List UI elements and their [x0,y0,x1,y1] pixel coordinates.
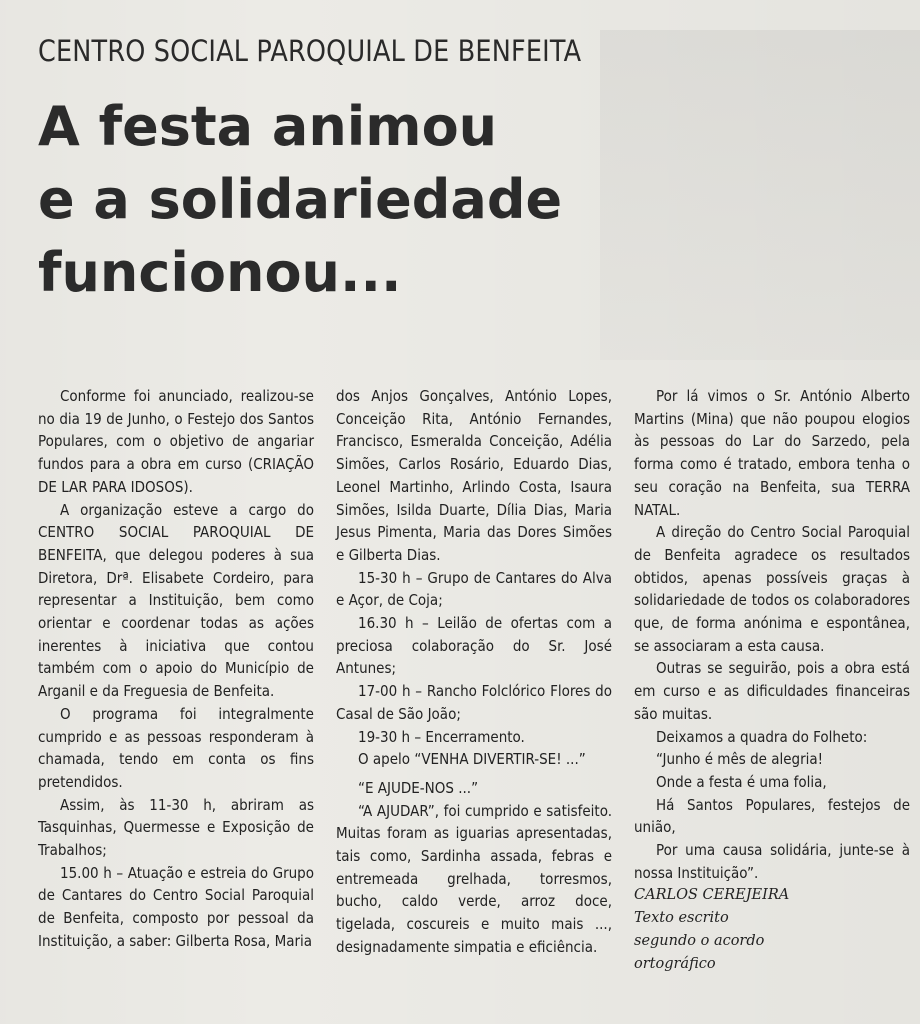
article-body [38,385,910,1020]
paragraph: “E AJUDE-NOS ...” [358,778,479,797]
paragraph: Conforme foi anunciado, realizou-se no dia 19 de Junho, o Festejo dos Santos Populares, com o objetivo de angariar fundos para a obra em curso (CRIAÇÃO DE LAR PARA IDOSOS). [38,387,314,496]
verse-line: Há Santos Populares, festejos de união, [634,795,910,837]
headline-line: A festa animou [38,95,498,158]
paragraph: A organização esteve a cargo do CENTRO SOCIAL PAROQUIAL DE BENFEITA, que delegou poderes à sua Diretora, Drª. Elisabete Cordeiro, para representar a Instituição, bem como orientar e coordenar todas as ações inerentes à iniciativa que contou também com o apoio do Município de Arganil e da Freguesia de Benfeita. [38,500,314,701]
paragraph: O programa foi integralmente cumprido e as pessoas responderam à chamada, tendo em conta os fins pretendidos. [38,704,314,791]
article-column-2 [336,385,612,1020]
paragraph: Deixamos a quadra do Folheto: [656,727,868,746]
paragraph: Assim, às 11-30 h, abriram as Tasquinhas, Quermesse e Exposição de Trabalhos; [38,795,314,860]
author-byline: CARLOS CEREJEIRA [634,887,790,904]
adjacent-column-bleed [600,30,920,360]
paragraph: O apelo “VENHA DIVERTIR-SE! ...” [358,750,586,769]
paragraph: 19-30 h – Encerramento. [358,727,525,746]
paragraph: 15.00 h – Atuação e estreia do Grupo de Cantares do Centro Social Paroquial de Benfeita, composto por pessoal da Instituição, a saber: Gilberta Rosa, Maria [38,863,314,950]
orthography-note: Texto escrito segundo o acordo ortográfico [634,910,765,972]
headline-line: e a solidariedade [38,168,563,231]
paragraph: 15-30 h – Grupo de Cantares do Alva e Açor, de Coja; [336,568,612,610]
verse-line: “Junho é mês de alegria! [656,750,824,769]
paragraph: dos Anjos Gonçalves, António Lopes, Conceição Rita, António Fernandes, Francisco, Esmeralda Conceição, Adélia Simões, Carlos Rosário, Eduardo Dias, Leonel Martinho, Arlindo Costa, Isaura Simões, Isilda Duarte, Dília Dias, Maria Jesus Pimenta, Maria das Dores Simões e Gilberta Dias. [336,387,612,564]
article-headline [38,90,638,309]
verse-line: Por uma causa solidária, junte-se à nossa Instituição”. [634,841,910,882]
paragraph: 17-00 h – Rancho Folclórico Flores do Casal de São João; [336,682,612,723]
paragraph: 16.30 h – Leilão de ofertas com a preciosa colaboração do Sr. José Antunes; [336,614,612,678]
paragraph: A direção do Centro Social Paroquial de Benfeita agradece os resultados obtidos, apenas possíveis graças à solidariedade de todos os colaboradores que, de forma anónima e espontânea, se associaram a esta causa. [634,523,910,655]
article-column-1 [38,385,314,1020]
paragraph: “A AJUDAR”, foi cumprido e satisfeito. Muitas foram as iguarias apresentadas, tais como, Sardinha assada, febras e entremeada grelhada, torresmos, bucho, caldo verde, arroz doce, tigelada, coscureis e muito mais ..., designadamente simpatia e eficiência. [336,801,612,956]
paragraph: Outras se seguirão, pois a obra está em curso e as dificuldades financeiras são muitas. [634,659,910,723]
paragraph: Por lá vimos o Sr. António Alberto Martins (Mina) que não poupou elogios às pessoas do Lar do Sarzedo, pela forma como é tratado, embora tenha o seu coração na Benfeita, sua TERRA NATAL. [634,387,910,519]
verse-line: Onde a festa é uma folia, [656,772,827,791]
headline-line: funcionou... [38,241,402,304]
article-kicker: CENTRO SOCIAL PAROQUIAL DE BENFEITA [38,34,582,68]
article-column-3 [634,385,910,1020]
